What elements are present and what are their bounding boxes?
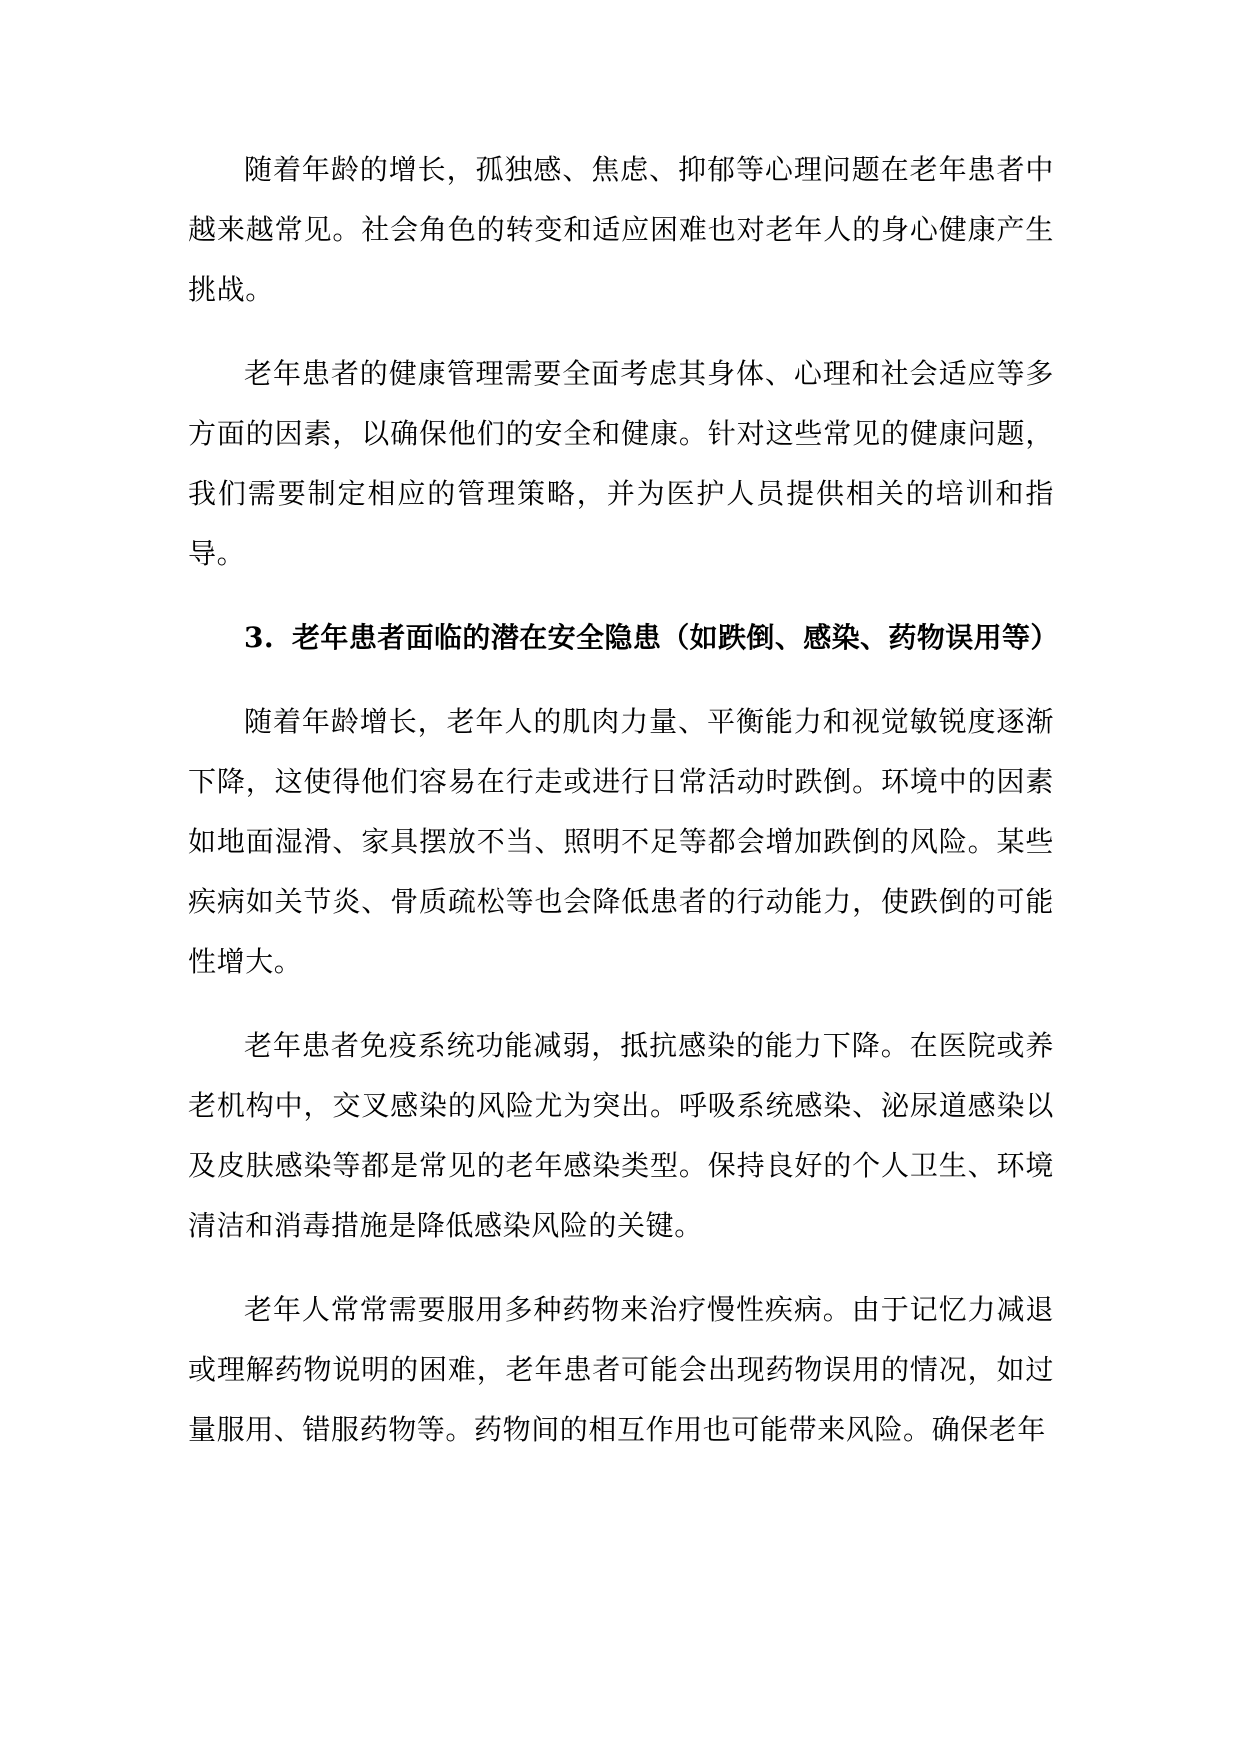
paragraph-fall-risk: 随着年龄增长，老年人的肌肉力量、平衡能力和视觉敏锐度逐渐下降，这使得他们容易在行走或进行日常活动时跌倒。环境中的因素如地面湿滑、家具摆放不当、照明不足等都会增加跌倒的风险。某些疾病如关节炎、骨质疏松等也会降低患者的行动能力，使跌倒的可能性增大。 [188, 705, 1054, 978]
paragraph-health-management: 老年患者的健康管理需要全面考虑其身体、心理和社会适应等多方面的因素，以确保他们的安全和健康。针对这些常见的健康问题，我们需要制定相应的管理策略，并为医护人员提供相关的培训和指导。 [188, 357, 1054, 570]
document-page [188, 140, 1059, 1484]
paragraph-psychological-issues: 随着年龄的增长，孤独感、焦虑、抑郁等心理问题在老年患者中越来越常见。社会角色的转变和适应困难也对老年人的身心健康产生挑战。 [188, 153, 1054, 306]
paragraph-infection-risk: 老年患者免疫系统功能减弱，抵抗感染的能力下降。在医院或养老机构中，交叉感染的风险尤为突出。呼吸系统感染、泌尿道感染以及皮肤感染等都是常见的老年感染类型。保持良好的个人卫生、环境清洁和消毒措施是降低感染风险的关键。 [188, 1029, 1054, 1242]
section-title: 老年患者面临的潜在安全隐患（如跌倒、感染、药物误用等） [292, 621, 1059, 654]
section-heading [188, 608, 1059, 668]
paragraph-medication-misuse: 老年人常常需要服用多种药物来治疗慢性疾病。由于记忆力减退或理解药物说明的困难，老年患者可能会出现药物误用的情况，如过量服用、错服药物等。药物间的相互作用也可能带来风险。确保老年 [188, 1293, 1054, 1446]
section-number: 3. [244, 621, 275, 654]
